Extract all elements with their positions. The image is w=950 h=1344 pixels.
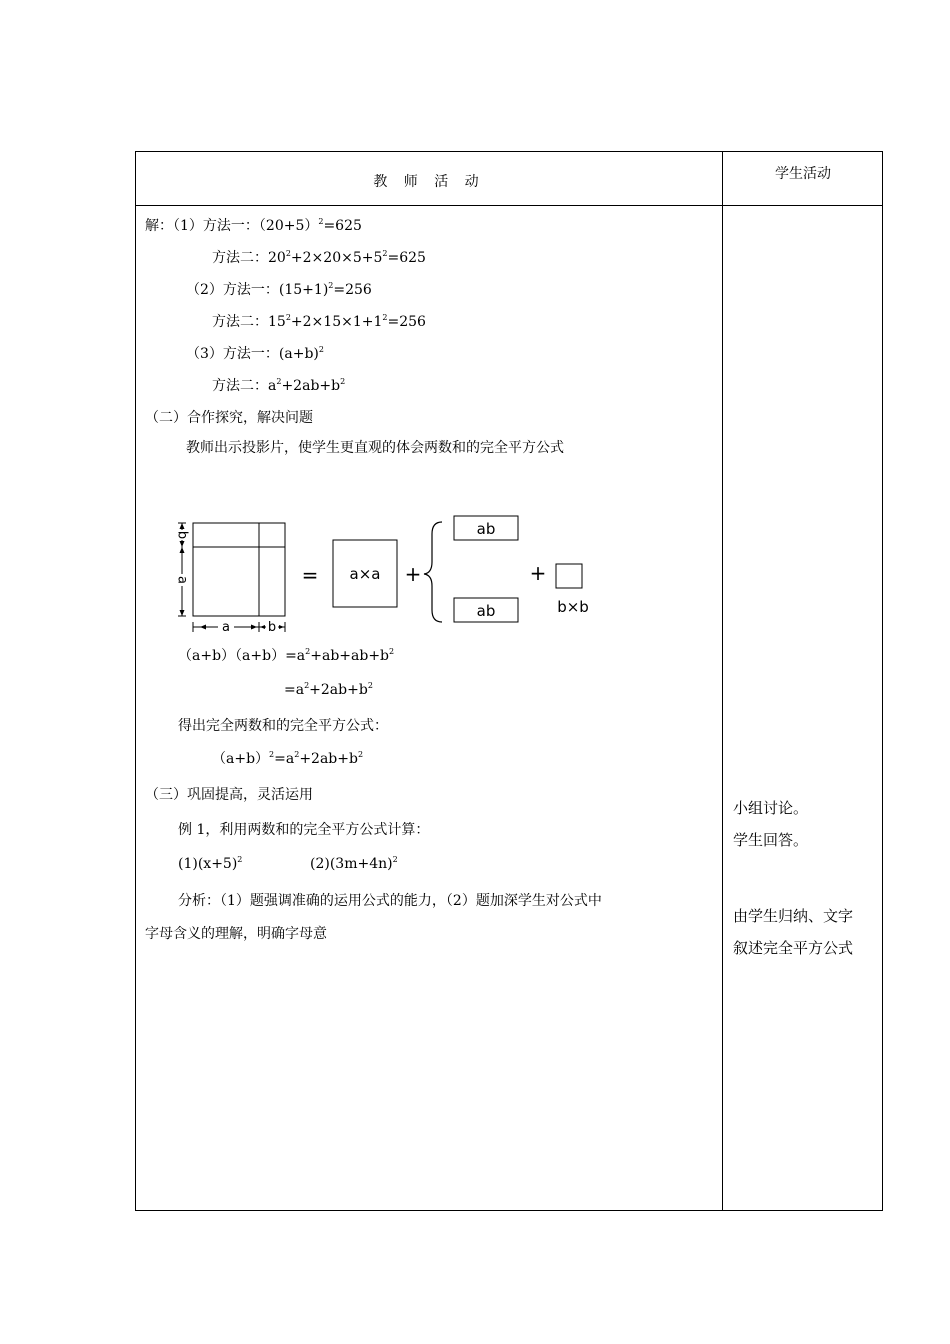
dim-a-vertical: [175, 547, 190, 616]
left-brace: [424, 522, 442, 622]
dim-b-vertical: [175, 523, 190, 547]
dim-b-vertical-label: b: [174, 530, 190, 540]
column-divider: [722, 151, 723, 1211]
section-3-title: （三）巩固提高，灵活运用: [145, 787, 313, 803]
plus-sign-1: +: [404, 562, 422, 586]
section-2-title: （二）合作探究，解决问题: [145, 410, 313, 426]
bxb-label: b×b: [557, 598, 589, 616]
solution-line-4: 方法二：$15^2+2\times 15\times 1+1^2=256$: [212, 313, 426, 330]
solution-line-3: （2）方法一：$(15+1)^2=256$: [186, 281, 372, 298]
solution-line-5: （3）方法一：$(a+b)^2$: [186, 345, 324, 362]
dim-a-horizontal: [193, 620, 259, 635]
derivation-line-2: $=a^2+2ab+b^2$: [284, 681, 373, 698]
analysis-line-1: 分析：（1）题强调准确的运用公式的能力，（2）题加深学生对公式中: [178, 893, 602, 909]
student-note-1: 小组讨论。: [733, 799, 809, 817]
square-area-diagram: [170, 510, 600, 640]
solution-line-1: 解：（1）方法一：$(20+5)^2=625$: [145, 217, 362, 234]
equals-sign: =: [301, 563, 319, 587]
analysis-line-2: 字母含义的理解，明确字母意: [145, 926, 327, 942]
student-note-3: 由学生归纳、文字: [733, 907, 854, 925]
question-1: $(1)(x+5)^2$: [178, 855, 243, 872]
example-1-text: 例 1，利用两数和的完全平方公式计算：: [178, 822, 430, 838]
solution-line-6: 方法二：$a^2+2ab+b^2$: [212, 377, 346, 394]
solution-line-2: 方法二：$20^2+2\times 20\times 5+5^2=625$: [212, 249, 426, 266]
student-note-4: 叙述完全平方公式: [733, 939, 854, 957]
ab-bottom-label: ab: [476, 602, 496, 620]
derivation-line-1: $(a+b)(a+b)=a^2+ab+ab+b^2$: [178, 647, 395, 664]
big-square: [193, 523, 285, 616]
axa-label: a×a: [349, 565, 381, 583]
header-student-activity: 学生活动: [775, 166, 831, 182]
header-divider: [135, 205, 883, 206]
dim-b-horizontal: [259, 620, 285, 635]
ab-top-label: ab: [476, 520, 496, 538]
header-teacher-activity: 教 师 活 动: [373, 174, 485, 190]
dim-b-horizontal-label: b: [267, 620, 277, 635]
bxb-square: [556, 564, 582, 588]
dim-a-horizontal-label: a: [222, 620, 230, 635]
conclusion-text: 得出完全两数和的完全平方公式：: [178, 718, 388, 734]
lesson-table: [135, 151, 883, 1211]
section-2-intro: 教师出示投影片，使学生更直观的体会两数和的完全平方公式: [186, 440, 564, 456]
formula-line: $(a+b)^2=a^2+2ab+b^2$: [212, 750, 364, 767]
dim-a-vertical-label: a: [174, 576, 190, 584]
student-note-2: 学生回答。: [733, 831, 809, 849]
plus-sign-2: +: [529, 561, 547, 585]
question-2: $(2)(3m+4n)^2$: [310, 855, 398, 872]
